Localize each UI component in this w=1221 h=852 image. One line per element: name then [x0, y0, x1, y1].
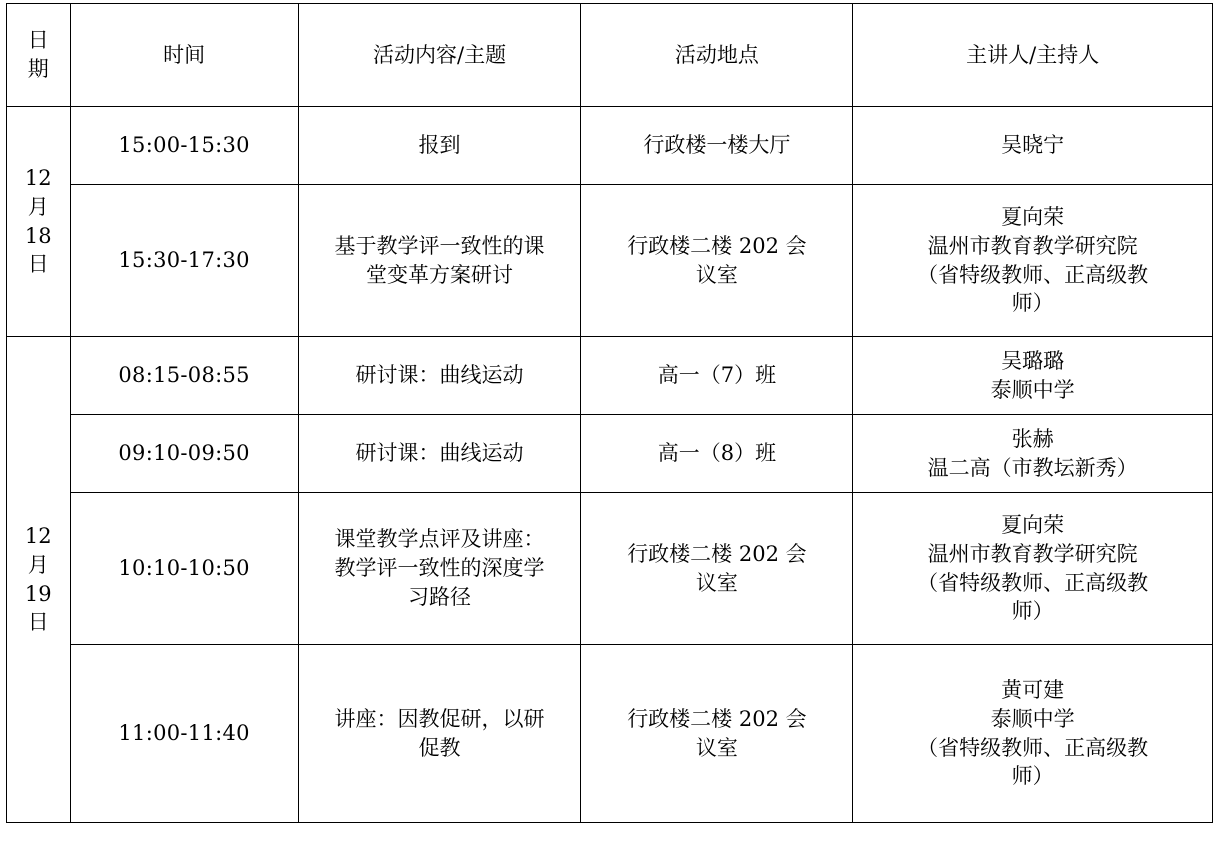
cell-place: 行政楼二楼 202 会 议室 [581, 645, 853, 823]
cell-time: 15:30-17:30 [70, 185, 298, 337]
cell-topic: 基于教学评一致性的课 堂变革方案研讨 [298, 185, 581, 337]
table-row [7, 185, 1213, 337]
cell-topic: 研讨课：曲线运动 [298, 337, 581, 415]
table-row [7, 107, 1213, 185]
table-row [7, 645, 1213, 823]
cell-time: 08:15-08:55 [70, 337, 298, 415]
cell-place: 高一（7）班 [581, 337, 853, 415]
date-group-label-1: 12 月 19 日 [24, 523, 52, 635]
cell-topic: 报到 [298, 107, 581, 185]
cell-host: 吴晓宁 [853, 107, 1213, 185]
table-row [7, 337, 1213, 415]
header-date-text: 日 期 [27, 28, 70, 81]
cell-time: 11:00-11:40 [70, 645, 298, 823]
cell-time: 10:10-10:50 [70, 493, 298, 645]
document-page [0, 3, 1221, 852]
header-date [7, 4, 71, 107]
cell-time: 15:00-15:30 [70, 107, 298, 185]
table-row [7, 493, 1213, 645]
table-header-row [7, 4, 1213, 107]
cell-host: 张赫 温二高（市教坛新秀） [853, 415, 1213, 493]
cell-topic: 讲座：因教促研，以研 促教 [298, 645, 581, 823]
cell-topic: 研讨课：曲线运动 [298, 415, 581, 493]
cell-host: 吴璐璐 泰顺中学 [853, 337, 1213, 415]
cell-host: 夏向荣 温州市教育教学研究院 （省特级教师、正高级教 师） [853, 185, 1213, 337]
header-topic: 活动内容/主题 [298, 4, 581, 107]
date-group-cell-1 [7, 337, 71, 823]
cell-host: 黄可建 泰顺中学 （省特级教师、正高级教 师） [853, 645, 1213, 823]
date-group-label-0: 12 月 18 日 [24, 165, 52, 277]
cell-place: 行政楼二楼 202 会 议室 [581, 185, 853, 337]
table-row [7, 415, 1213, 493]
cell-place: 行政楼一楼大厅 [581, 107, 853, 185]
cell-topic: 课堂教学点评及讲座： 教学评一致性的深度学 习路径 [298, 493, 581, 645]
cell-place: 高一（8）班 [581, 415, 853, 493]
header-host: 主讲人/主持人 [853, 4, 1213, 107]
schedule-table [6, 3, 1213, 823]
header-time: 时间 [70, 4, 298, 107]
date-group-cell-0 [7, 107, 71, 337]
cell-time: 09:10-09:50 [70, 415, 298, 493]
cell-host: 夏向荣 温州市教育教学研究院 （省特级教师、正高级教 师） [853, 493, 1213, 645]
header-place: 活动地点 [581, 4, 853, 107]
cell-place: 行政楼二楼 202 会 议室 [581, 493, 853, 645]
